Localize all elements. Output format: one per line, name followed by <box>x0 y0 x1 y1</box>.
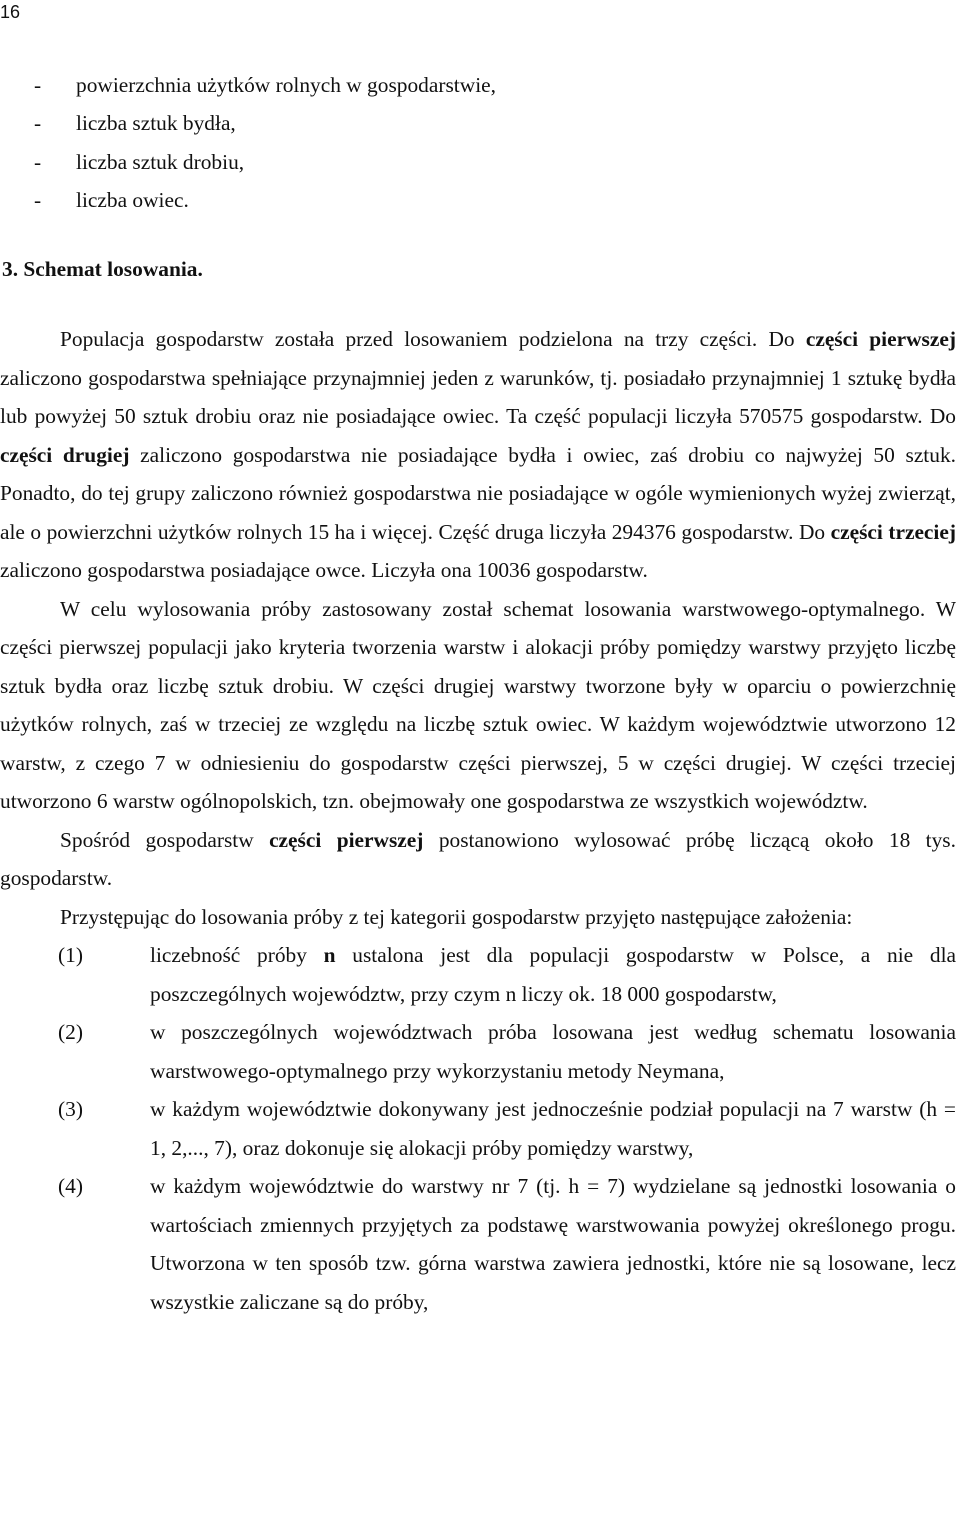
text-run: Spośród gospodarstw <box>60 827 270 852</box>
list-dash: - <box>34 149 42 174</box>
list-dash: - <box>34 72 42 97</box>
bold-term: części pierwszej <box>805 327 956 351</box>
numbered-item <box>0 1013 956 1090</box>
list-item <box>0 182 956 221</box>
bold-term: części trzeciej <box>830 519 956 544</box>
item-text <box>150 936 956 1013</box>
text-run: zaliczono gospodarstwa posiadające owce. Liczyła ona 10036 gospodarstw. <box>0 558 648 582</box>
item-number: (1) <box>58 943 83 967</box>
text-run: ustalona jest dla populacji gospodarstw w Polsce, a nie dla poszczególnych województw, przy czym n liczy ok. 18 000 gospodarstw, <box>150 943 957 1006</box>
text-run: liczebność próby <box>150 943 324 967</box>
item-text: w poszczególnych województwach próba losowana jest według schematu losowania warstwowego-optymalnego przy wykorzystaniu metody Neymana, <box>150 1020 956 1083</box>
list-dash: - <box>34 188 42 213</box>
list-item <box>0 105 956 144</box>
variable-list <box>0 66 956 220</box>
item-text: w każdym województwie dokonywany jest jednocześnie podział populacji na 7 warstw (h = 1, 2,..., 7), oraz dokonuje się alokacji próby pomiędzy warstwy, <box>150 1097 956 1160</box>
bold-term: n <box>323 943 336 967</box>
list-item-text: powierzchnia użytków rolnych w gospodarstwie, <box>76 72 496 97</box>
list-item <box>0 143 956 182</box>
numbered-item <box>0 936 956 1013</box>
text-run: zaliczono gospodarstwa nie posiadające bydła i owiec, zaś drobiu co najwyżej 50 sztuk. Ponadto, do tej grupy zaliczono również gospodarstwa nie posiadające w ogóle wymienionych wyżej zwierząt, ale o powierzchni użytków rolnych 15 ha i więcej. Część druga liczyła 294376 gospodarstw. Do <box>0 442 956 544</box>
paragraph-sample-size <box>0 821 956 898</box>
text-run: postanowiono wylosować próbę liczącą około 18 tys. gospodarstw. <box>0 827 956 890</box>
list-item <box>0 66 956 105</box>
page-number: 16 <box>0 2 21 22</box>
text-run: zaliczono gospodarstwa spełniające przynajmniej jeden z warunków, tj. posiadało przynajmniej 1 sztukę bydła lub powyżej 50 sztuk drobiu oraz nie posiadające owiec. Ta część populacji liczyła 570575 gospodarstw. Do <box>0 365 956 428</box>
document-body <box>0 66 956 1321</box>
text-run: Populacja gospodarstw została przed losowaniem podzielona na trzy części. Do <box>60 327 806 351</box>
bold-term: części drugiej <box>0 442 130 467</box>
paragraph-sampling-scheme: W celu wylosowania próby zastosowany został schemat losowania warstwowego-optymalnego. W części pierwszej populacji jako kryteria tworzenia warstw i alokacji próby pomiędzy warstwy przyjęto liczbę sztuk bydła oraz liczbę sztuk drobiu. W części drugiej warstwy tworzone były w oparciu o powierzchnię użytków rolnych, zaś w trzeciej ze względu na liczbę sztuk owiec. W każdym województwie utworzono 12 warstw, z czego 7 w odniesieniu do gospodarstw części pierwszej, 5 w części drugiej. W części trzeciej utworzono 6 warstw ogólnopolskich, tzn. obejmowały one gospodarstwa ze wszystkich województw. <box>0 596 956 813</box>
numbered-item <box>0 1090 956 1167</box>
list-item-text: liczba sztuk bydła, <box>76 111 236 136</box>
section-heading: 3. Schemat losowania. <box>2 257 203 281</box>
paragraph-population-parts <box>0 320 956 590</box>
list-dash: - <box>34 111 42 136</box>
list-item-text: liczba sztuk drobiu, <box>76 149 245 174</box>
numbered-item <box>0 1167 956 1321</box>
bold-term: części pierwszej <box>269 827 424 852</box>
item-number: (3) <box>58 1097 83 1121</box>
list-item-text: liczba owiec. <box>76 188 189 213</box>
assumptions-list <box>0 936 956 1321</box>
item-number: (4) <box>58 1174 83 1198</box>
paragraph-assumptions-intro: Przystępując do losowania próby z tej kategorii gospodarstw przyjęto następujące założenia: <box>60 904 853 929</box>
item-number: (2) <box>58 1020 83 1044</box>
item-text: w każdym województwie do warstwy nr 7 (tj. h = 7) wydzielane są jednostki losowania o wartościach zmiennych przyjętych za podstawę warstwowania powyżej określonego progu. Utworzona w ten sposób tzw. górna warstwa zawiera jednostki, które nie są losowane, lecz wszystkie zaliczane są do próby, <box>150 1174 956 1314</box>
